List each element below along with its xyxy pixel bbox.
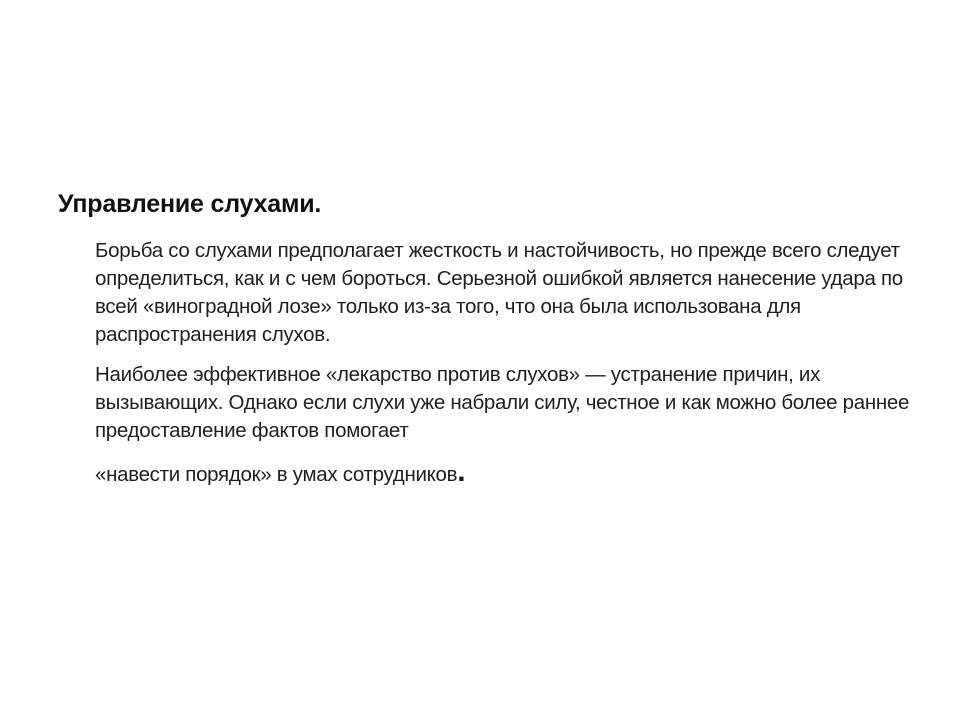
slide-title: Управление слухами. bbox=[58, 190, 322, 218]
paragraph-remedy-main: Наиболее эффективное «лекарство против слухов» — устранение причин, их вызывающих. Однако если слухи уже набрали силу, честное и как можно более раннее предоставление фактов помогает bbox=[95, 363, 910, 442]
paragraph-remedy-tail: «навести порядок» в умах сотрудников bbox=[95, 463, 458, 486]
paragraph-rumor-fighting: Борьба со слухами предполагает жесткость и настойчивость, но прежде всего следует определиться, как и с чем бороться. Серьезной ошибкой является нанесение удара по всей «виноградной лозе» только из-за того, что она была использована для распространения слухов. bbox=[95, 239, 903, 346]
paragraph-remedy-last-line bbox=[95, 455, 915, 489]
slide-body bbox=[95, 237, 915, 489]
paragraph-remedy-period: . bbox=[457, 455, 466, 488]
paragraph-rumor-remedy bbox=[95, 361, 915, 489]
